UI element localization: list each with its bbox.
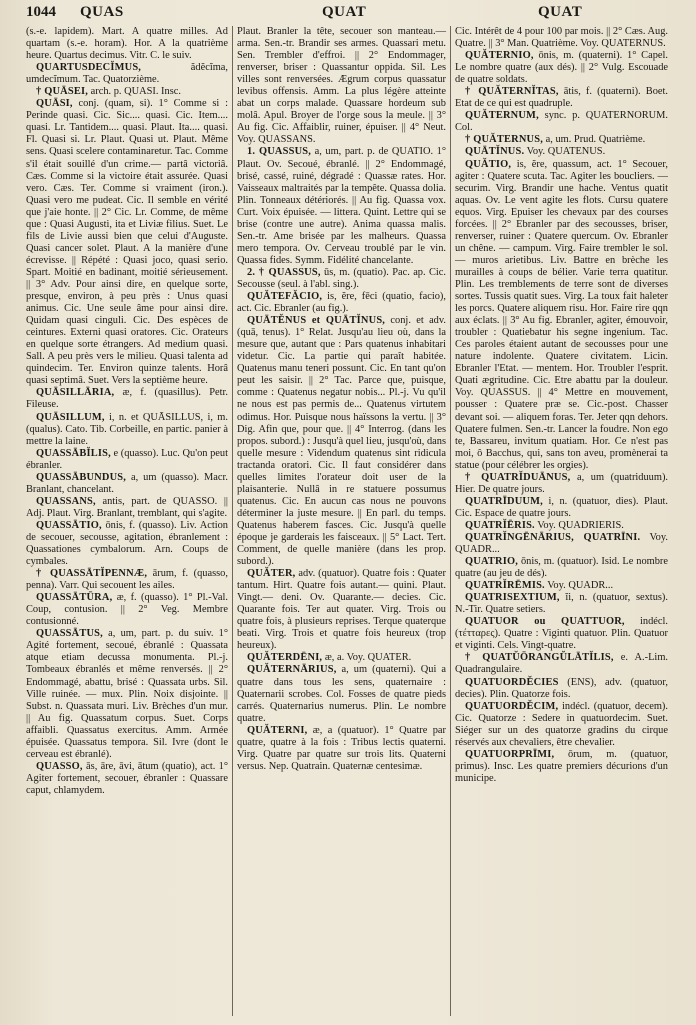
entry-headword: QUATUORPRĪMI,: [465, 748, 555, 760]
dictionary-entry: [237, 26, 446, 146]
dictionary-entry: [455, 472, 668, 496]
entry-headword: QUĂTERNĀRIUS,: [247, 664, 337, 676]
dictionary-entry: [455, 580, 668, 592]
entry-definition: a, um. Prud. Quatrième.: [543, 134, 646, 146]
entry-headword: QUASSĀBĬLIS,: [36, 447, 111, 459]
dictionary-entry: [455, 652, 668, 676]
entry-headword: 1. QUASSUS,: [247, 146, 312, 158]
entry-headword: QUATRIO,: [465, 556, 519, 568]
text-columns: [26, 26, 682, 1016]
dictionary-entry: [237, 146, 446, 266]
entry-definition: indécl. (quatuor, decem). Cic. Quatorze : Sedere in quatuordecim. Suet. Siéger sur un des quatorze gradins du cirque réservés aux chevaliers, être chevalier.: [455, 700, 668, 748]
entry-headword: † QUĀSEI,: [36, 86, 89, 98]
entry-headword: QUATUORDĔCIES: [465, 676, 559, 688]
entry-headword: † QUATRĬDUĀNUS,: [465, 471, 571, 483]
entry-definition: Voy. QUADR...: [455, 531, 668, 556]
entry-headword: † QUATŬŌRANGŬLĀTĬLIS,: [465, 652, 614, 664]
dictionary-entry: [237, 315, 446, 568]
column-right: [450, 26, 668, 1016]
dictionary-entry: [237, 291, 446, 315]
dictionary-entry: [26, 496, 228, 520]
entry-headword: QUĂTERNUM,: [465, 110, 539, 122]
entry-headword: QUĂTERNIO,: [465, 50, 534, 62]
entry-headword: QUATRĬĒRIS.: [465, 519, 535, 531]
entry-headword: QUATUORDĔCIM,: [465, 700, 559, 712]
right-guide-word: QUAT: [538, 4, 583, 20]
dictionary-entry: [455, 677, 668, 701]
dictionary-entry: [26, 761, 228, 797]
dictionary-entry: [237, 267, 446, 291]
entry-definition: i, n. et QUĀSILLUS, i, m. (qualus). Cato. Tib. Corbeille, en partic. panier à mettre la laine.: [26, 411, 228, 447]
entry-headword: † QUĂTERNUS,: [465, 134, 544, 146]
entry-definition: is, ĕre, fēci (quatio, facio), act. Cic. Ebranler (au fig.).: [237, 291, 446, 315]
entry-definition: a, um (quasso). Macr. Branlant, chancelant.: [26, 471, 228, 495]
entry-definition: Voy. QUATENUS.: [524, 146, 606, 158]
dictionary-entry: [237, 664, 446, 724]
entry-headword: QUASSĀTIO,: [36, 519, 102, 531]
entry-headword: QUATRĪDUUM,: [465, 495, 543, 507]
entry-headword: QUĂTERDĒNI,: [247, 652, 323, 664]
dictionary-entry: [26, 62, 228, 86]
entry-definition: ōrum, m. (quatuor, primus). Insc. Les quatre premiers décurions d'un municipe.: [455, 748, 668, 784]
entry-definition: ōnis, f. (quasso). Liv. Action de secouer, secousse, agitation, ébranlement : Quassationes cymbalorum. Arn. Coups de cymbales.: [26, 519, 228, 568]
entry-definition: indécl. (τέτταρες). Quatre : Viginti quatuor. Plin. Quatuor et viginti. Cels. Vingt-quatre.: [455, 616, 668, 652]
entry-headword: QUĀTĬNUS.: [465, 146, 525, 158]
entry-definition: conj. et adv. (quā, tenus). 1° Relat. Jusqu'au lieu où, dans la mesure que, autant que : Pars quatenus inhabitari videtur. Cic. La partie qui paraît habitée. Quatenus manu teneri possunt. Cic. En tant qu'on peut les saisir. || 2° Tac. Parce que, puisque, comme : Quatenus negatur nobis... Pl.-j. Vu qu'il ne nous est pas permis de... Quatenus virtutem odimus. Hor. Puisque nous haïssons la vertu. || 3° Dig. Afin que, pour que. || 4° Interrog. (dans les propos. subord.) : Jusqu'à quel lieu, jusqu'où, dans quelle mesure : Videndum quatenus sint ridicula tractanda oratori. Cic. Il faut considérer dans quelles limites l'orateur doit user de la plaisanterie. Nullâ in re statuere possumus quatenus. Cic. En aucun cas nous ne pouvons déterminer la juste mesure. || En parl. du temps. Quatenus haberem fasces. Cic. Jusqu'à quelle époque je garderais les faisceaux. || 5° Lact. Tert. Comment, de quelle manière (dans les prop. subord.).: [237, 315, 446, 568]
dictionary-entry: [455, 592, 668, 616]
dictionary-entry: [26, 412, 228, 448]
entry-definition: a, um, part. p. du suiv. 1° Agité fortement, secoué, ébranlé : Quassata atque etiam decussa monumenta. Pl.-j. Tombeaux ébranlés et même renversés. || 2° Endommagé, abattu, brisé : Quassata urbs. Sil. Ville ruinée. — mux. Plin. Noix disjointe. || Subst. n. Quassata muri. Liv. Brèches d'un mur. || Au fig. Quassatum corpus. Suet. Corps affaibli. Quassatus exercitus. Amm. Armée épuisée. Quassatus tempora. Sil. Ivre (dont le cerveau est ébranlé).: [26, 628, 228, 760]
entry-definition: a, um (quaterni). Qui a quatre dans tous les sens, quaternaire : Quaternarii scrobes. Col. Fosses de quatre pieds carrés. Quaternarius numerus. Plin. Le nombre quatre.: [237, 664, 446, 724]
entry-definition: ūs, m. (quatio). Pac. ap. Cic. Secousse (seul. à l'abl. sing.).: [237, 266, 447, 290]
entry-definition: ōnis, m. (quaterni). 1° Capel. Le nombre quatre (aux dés). || 2° Vulg. Escouade de quatre soldats.: [455, 50, 668, 86]
entry-headword: † QUĂTERNĬTAS,: [465, 86, 559, 98]
dictionary-entry: [26, 472, 228, 496]
dictionary-entry: [455, 532, 668, 556]
entry-definition: sync. p. QUATERNORUM. Col.: [455, 110, 668, 134]
dictionary-entry: [26, 387, 228, 411]
entry-headword: 2. † QUASSUS,: [247, 266, 321, 278]
entry-headword: QUĂTIO,: [465, 158, 512, 170]
entry-definition: Voy. QUADR...: [544, 580, 614, 592]
entry-definition: ădĕcĭma, umdecĭmum. Tac. Quatorzième.: [26, 62, 228, 86]
dictionary-entry: [26, 98, 228, 387]
entry-headword: QUĂTEFĂCIO,: [247, 291, 323, 303]
dictionary-entry: [455, 110, 668, 134]
entry-definition: æ, a. Voy. QUATER.: [322, 652, 412, 664]
entry-definition: æ, f. (quasillus). Petr. Fileuse.: [26, 387, 228, 411]
page-number: 1044: [26, 4, 56, 20]
entry-definition: e (quasso). Luc. Qu'on peut ébranler.: [26, 447, 228, 471]
entry-definition: ārum, f. (quasso, penna). Varr. Qui secouent les ailes.: [26, 568, 228, 592]
entry-definition: Plaut. Branler la tête, secouer son manteau.— arma. Sen.-tr. Brandir ses armes. Quassari metu. Sen. Trembler d'effroi. || 2° Endommager, renverser, briser : Quassantur oppida. Sil. Les villes sont renversées. Ægrum corpus quassatur levibus offensis. Amm. La plus légère atteinte abat un corps malade. Quassare hordeum sub molâ. Apul. Broyer de l'orge sous la meule. || 3° Au fig. Cic. Affaiblir, ruiner, épuiser. || 4° Neut. Voy. QUASSANS.: [237, 26, 446, 146]
entry-headword: QUASSO,: [36, 760, 83, 772]
entry-definition: e. A.-Lim. Quadrangulaire.: [455, 652, 668, 676]
entry-headword: QUĀSI,: [36, 98, 73, 110]
dictionary-entry: [26, 592, 228, 628]
dictionary-entry: [455, 556, 668, 580]
dictionary-entry: [237, 725, 446, 773]
entry-headword: QUATRISEXTIUM,: [465, 592, 560, 604]
entry-headword: QUASSANS,: [36, 495, 96, 507]
entry-headword: QUĀSILLĀRIA,: [36, 387, 115, 399]
entry-headword: † QUASSĀTĬPENNÆ,: [36, 568, 148, 580]
entry-definition: ātis, f. (quaterni). Boet. Etat de ce qui est quadruple.: [455, 86, 668, 110]
entry-definition: ās, āre, āvi, ātum (quatio), act. 1° Agiter fortement, secouer, ébranler : Quassare caput, chlamydem.: [26, 760, 228, 796]
dictionary-entry: [26, 628, 228, 761]
entry-headword: QUARTUSDECĬMUS,: [36, 62, 142, 74]
entry-definition: Cic. Intérêt de 4 pour 100 par mois. || 2° Cæs. Aug. Quatre. || 3° Man. Quatrième. Voy. QUATERNUS.: [455, 26, 668, 50]
dictionary-entry: [455, 749, 668, 785]
running-header: [26, 4, 682, 24]
entry-definition: adv. (quatuor). Quatre fois : Quater tantum. Hirt. Quatre fois autant.— quini. Plaut. Vingt.— deni. Ov. Quarante.— decies. Cic. Quarante fois. Ter aut quater. Virg. Trois ou quatre fois, à plusieurs reprises. Terque quaterque beati. Virg. Trois et quatre fois heureux (trop heureux).: [237, 568, 446, 652]
dictionary-entry: [26, 86, 228, 98]
dictionary-entry: [455, 701, 668, 749]
entry-headword: QUATRĬNGĒNĀRIUS, QUATRĪNI.: [465, 531, 641, 543]
dictionary-entry: [455, 616, 668, 652]
entry-headword: QUĀTĔNUS et QUĀTĬNUS,: [247, 315, 386, 327]
entry-definition: æ, f. (quasso). 1° Pl.-Val. Coup, contusion. || 2° Veg. Membre contusionné.: [26, 592, 228, 628]
dictionary-entry: [26, 26, 228, 62]
dictionary-entry: [455, 146, 668, 158]
entry-headword: QUĂTERNI,: [247, 724, 308, 736]
entry-headword: QUASSĀBUNDUS,: [36, 471, 127, 483]
entry-definition: ōnis, m. (quatuor). Isid. Le nombre quatre (au jeu de dés).: [455, 556, 668, 580]
entry-definition: arch. p. QUASI. Insc.: [88, 86, 181, 98]
dictionary-entry: [237, 568, 446, 652]
dictionary-entry: [455, 86, 668, 110]
dictionary-entry: [26, 568, 228, 592]
dictionary-entry: [455, 496, 668, 520]
entry-definition: æ, a (quatuor). 1° Quatre par quatre, quatre à la fois : Tribus lectis quaterni. Virg. Quatre par quatre sur trois lits. Quaterni versus. Nep. Quatrain. Quaternæ centesimæ.: [237, 724, 446, 772]
dictionary-entry: [237, 652, 446, 664]
column-left: [26, 26, 232, 1016]
entry-definition: (ENS), adv. (quatuor, decies). Plin. Quatorze fois.: [455, 676, 668, 700]
entry-headword: QUĀSILLUM,: [36, 411, 105, 423]
entry-definition: Voy. QUADRIERIS.: [534, 519, 624, 531]
entry-definition: conj. (quam, si). 1° Comme si : Perinde quasi. Cic. Sic.... quasi. Cic. Item.... quasi. Lr. Tantidem.... quasi. Plaut. Ita.... quasi. Fl. Quasi si. Lr. Plaut. Quasi ut. Plaut. Même sens. Quasi scelere contaminaretur. Tac. Comme s'il était souillé d'un crime.— partâ victoriâ. Cæs. Comme si la victoire était assurée. Quasi vero. Cæs. Ter. Comme si vraiment (iron.). Quasi vero me pudeat. Cic. Il semble en vérité que j'aie honte. || 2° Cic. Lr. Comme, de même que : Quasi Augusti, ita et Liviæ filius. Suet. Le fils de Livie aussi bien que celui d'Auguste. Quasi cancer solet. Plaut. A la manière d'une écrevisse. || Répété : Quasi joco, quasi serio. Spart. Moitié en badinant, moitié sérieusement. || 3° Adv. Pour ainsi dire, en quelque sorte, presque, environ, à peu près : Unus quasi animus. Cic. Une seule âme pour ainsi dire. Quidam quasi cinguli. Cic. Des espèces de ceintures. Externi quasi oratores. Cic. Orateurs en quelque sorte étrangers. Ad medium quasi. Sall. A peu près vers le milieu. Quasi talenta ad quindecim. Ter. Environ quinze talents. Horâ quasi septimâ. Suet. Vers la septième heure.: [26, 98, 228, 387]
entry-definition: is, ĕre, quassum, act. 1° Secouer, agiter : Quatere scuta. Tac. Agiter les boucliers. — securim. Virg. Brandir une hache. Ventus quatit aquas. Ov. Le vent agite les flots. Cursu quatere equos. Virg. Epuiser les chevaux par des courses forcées. || 2° Ebranler par des secousses, briser, renverser, ruiner : Quatere quercum. Ov. Ebranler un chêne. — campum. Virg. Faire trembler le sol. — muros arietibus. Liv. Battre en brèche les murailles à coups de bélier. Varie terra quatitur. Plin. Les tremblements de terre sont de diverses sortes. Tussis quatit sues. Virg. La toux fait haleter les porcs. Quatere aliquem risu. Hor. Faire rire qqn aux éclats. || 3° Au fig. Ebranler, agiter, émouvoir, troubler : Quatiebatur his segne ingenium. Tac. Ces paroles étaient autant de secousses pour une nature indolente. Quatere civitatem. Licin. Ebranler l'Etat. — mentem. Hor. Troubler l'esprit. Quati ægritudine. Cic. Etre abattu par la douleur. Voy. QUASSUS. || 4° Mettre en mouvement, pousser : Quatere præ se. Cic.-post. Chasser devant soi. — aliquem foras. Ter. Jeter qqn dehors. Quatere fulmen. Sen.-tr. Lancer la foudre. Non ego te, Bassareu, invitum quatiam. Hor. Ce n'est pas moi, ô Bacchus, qui, sans ton aveu, promènerai ta statue (pour célébrer les orgies).: [455, 158, 668, 471]
dictionary-entry: [455, 159, 668, 472]
column-middle: [232, 26, 450, 1016]
entry-headword: QUATUOR ou QUATTUOR,: [465, 616, 625, 628]
entry-definition: antis, part. de QUASSO. || Adj. Plaut. Virg. Branlant, tremblant, qui s'agite.: [26, 495, 228, 519]
entry-definition: a, um (quatriduum). Hier. De quatre jours.: [455, 471, 668, 495]
entry-definition: a, um, part. p. de QUATIO. 1° Plaut. Ov. Secoué, ébranlé. || 2° Endommagé, brisé, cassé, ruiné, dégradé : Quassæ rates. Hor. Vaisseaux maltraités par la tempête. Quassa dolia. Plin. Tonneaux détériorés. || Au fig. Quassa vox. Curt. Voix épuisée. — littera. Quint. Lettre qui se brise (contre une autre). Anima quassa malis. Sen.-tr. Ame brisée par les malheurs. Quassa mero tempora. Ov. Cerveau troublé par le vin. Quassa fides. Symm. Fidélité chancelante.: [237, 146, 446, 266]
entry-headword: QUATRĬRĒMIS.: [465, 580, 545, 592]
left-guide-word: QUAS: [80, 4, 124, 20]
entry-headword: QUASSĀTUS,: [36, 628, 103, 640]
dictionary-entry: [455, 26, 668, 50]
dictionary-entry: [26, 448, 228, 472]
dictionary-entry: [455, 50, 668, 86]
entry-headword: QUĂTER,: [247, 568, 296, 580]
dictionary-entry: [455, 134, 668, 146]
entry-headword: QUASSĀTŪRA,: [36, 592, 113, 604]
dictionary-entry: [455, 520, 668, 532]
entry-definition: i, n. (quatuor, dies). Plaut. Cic. Espace de quatre jours.: [455, 495, 668, 519]
entry-definition: (s.-e. lapidem). Mart. A quatre milles. Ad quartam (s.-e. horam). Hor. A la quatrième heure. Quartus decimus. Vitr. C. le suiv.: [26, 26, 228, 62]
center-guide-word: QUAT: [322, 4, 367, 20]
dictionary-entry: [26, 520, 228, 568]
entry-definition: ĭi, n. (quatuor, sextus). N.-Tir. Quatre setiers.: [455, 592, 668, 616]
